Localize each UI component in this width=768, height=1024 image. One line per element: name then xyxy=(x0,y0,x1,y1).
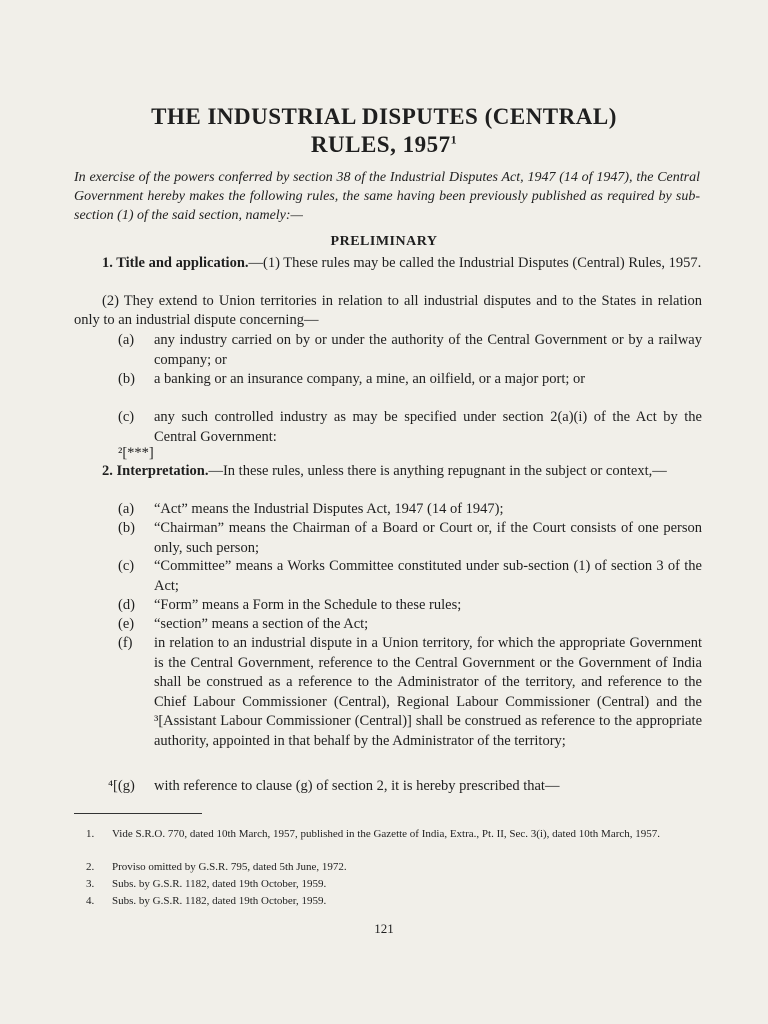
rule-2-intro-text: —In these rules, unless there is anything repugnant in the subject or context,— xyxy=(208,463,667,479)
title-line-1: THE INDUSTRIAL DISPUTES (CENTRAL) xyxy=(151,104,617,129)
list-item-text: “section” means a section of the Act; xyxy=(154,616,369,632)
list-item xyxy=(118,596,702,616)
list-item-label: (c) xyxy=(118,409,135,425)
rule-2-heading: 2. Interpretation. xyxy=(102,463,209,479)
footnote-text: Subs. by G.S.R. 1182, dated 19th October, 1959. xyxy=(112,895,327,907)
list-item-label: ⁴[(g) xyxy=(108,778,135,794)
rule-1-sub-2-text: (2) They extend to Union territories in relation to all industrial disputes and to the States in relation only to an industrial dispute concerning— xyxy=(74,293,702,328)
list-item xyxy=(118,519,702,558)
rule-2-paragraph xyxy=(74,462,702,481)
footnote-number: 4. xyxy=(86,895,95,907)
list-item-label: (a) xyxy=(118,501,135,517)
footnote xyxy=(86,894,702,909)
list-item-label: (e) xyxy=(118,616,135,632)
document-title-line-2 xyxy=(0,132,768,158)
rule-1-sub-1-text: —(1) These rules may be called the Industrial Disputes (Central) Rules, 1957. xyxy=(248,255,702,271)
list-item-text: a banking or an insurance company, a mine, an oilfield, or a major port; or xyxy=(154,371,586,387)
footnote-separator xyxy=(74,813,202,814)
rule-1-paragraph-2 xyxy=(74,292,702,330)
section-heading-preliminary: PRELIMINARY xyxy=(330,234,438,249)
list-item-text: in relation to an industrial dispute in a Union territory, for which the appropriate Government is the Central Government, reference to the Central Government or the Government of India shall be construed as a reference to the Administrator of the territory, and reference to the Chief Labour Commissioner (Central), Regional Labour Commissioner (Central) and the ³[Assistant Labour Commissioner (Central)] shall be construed as reference to the appropriate authority, appointed in that behalf by the Administrator of the territory; xyxy=(154,635,702,749)
footnote-text: Subs. by G.S.R. 1182, dated 19th October, 1959. xyxy=(112,878,327,890)
footnote-number: 2. xyxy=(86,861,95,873)
omitted-proviso xyxy=(118,444,702,464)
list-item xyxy=(118,557,702,596)
omitted-proviso-text: ²[***] xyxy=(118,445,154,461)
rule-1-paragraph-1 xyxy=(74,254,702,273)
document-title xyxy=(0,104,768,130)
enacting-clause: In exercise of the powers conferred by section 38 of the Industrial Disputes Act, 1947 (14 of 1947), the Central Government hereby makes the following rules, the same having been previously published as required by sub-section (1) of the said section, namely:— xyxy=(74,170,700,223)
list-item-text: any industry carried on by or under the authority of the Central Government or by a railway company; or xyxy=(154,332,702,368)
footnote xyxy=(86,877,702,892)
footnote xyxy=(86,860,702,875)
footnote xyxy=(86,827,702,842)
footnote-number: 3. xyxy=(86,878,95,890)
footnote-number: 1. xyxy=(86,828,95,840)
list-item-text: “Form” means a Form in the Schedule to these rules; xyxy=(154,597,462,613)
list-item-text: “Act” means the Industrial Disputes Act, 1947 (14 of 1947); xyxy=(154,501,504,517)
list-item xyxy=(118,408,702,447)
page-number: 121 xyxy=(374,921,394,936)
title-line-2: RULES, 1957 xyxy=(310,132,451,157)
list-item xyxy=(108,777,702,797)
list-item-label: (c) xyxy=(118,558,135,574)
list-item-text: “Committee” means a Works Committee constituted under sub-section (1) of section 3 of the Act; xyxy=(154,558,702,594)
rule-1-heading: 1. Title and application. xyxy=(102,255,249,271)
list-item-text: with reference to clause (g) of section 2, it is hereby prescribed that— xyxy=(154,778,560,794)
footnote-text: Vide S.R.O. 770, dated 10th March, 1957, published in the Gazette of India, Extra., Pt. II, Sec. 3(i), dated 10th March, 1957. xyxy=(112,828,660,840)
list-item xyxy=(118,331,702,370)
list-item-label: (a) xyxy=(118,332,135,348)
list-item-text: any such controlled industry as may be specified under section 2(a)(i) of the Act by the Central Government: xyxy=(154,409,702,445)
list-item xyxy=(118,370,702,390)
list-item-label: (b) xyxy=(118,520,135,536)
list-item xyxy=(118,500,702,520)
footnote-text: Proviso omitted by G.S.R. 795, dated 5th June, 1972. xyxy=(112,861,347,873)
list-item-label: (d) xyxy=(118,597,135,613)
list-item xyxy=(118,615,702,635)
title-footnote-mark: 1 xyxy=(450,132,458,147)
list-item-label: (b) xyxy=(118,371,135,387)
list-item-text: “Chairman” means the Chairman of a Board or Court or, if the Court consists of one person only, such person; xyxy=(154,520,702,556)
list-item-label: (f) xyxy=(118,635,133,651)
list-item xyxy=(118,634,702,751)
